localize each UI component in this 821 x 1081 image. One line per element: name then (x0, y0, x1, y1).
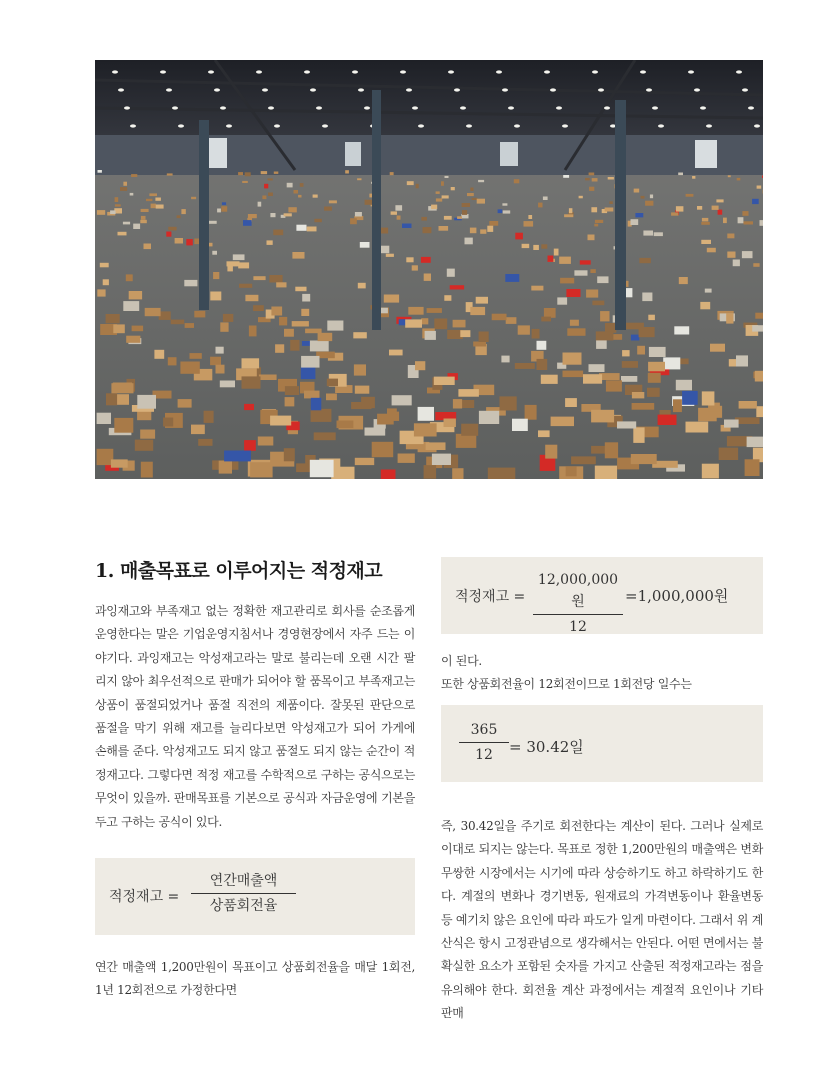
formula-numerator: 365 (470, 722, 498, 738)
section-title: 1. 매출목표로 이루어지는 적정재고 (95, 560, 383, 582)
outro-paragraph: 연간 매출액 1,200만원이 목표이고 상품회전율을 매달 1회전, 1년 12회전으로 가정한다면 (95, 960, 415, 998)
formula-box-stock (441, 557, 763, 634)
formula-numerator: 연간매출액 (209, 873, 278, 889)
formula-fraction (459, 719, 509, 766)
formula-fraction (191, 870, 296, 917)
fraction-bar (459, 742, 509, 743)
formula-label: 적정재고 = (109, 889, 180, 905)
text-line: 또한 상품회전율이 12회전이므로 1회전당 일수는 (441, 677, 692, 691)
formula-box-days (441, 705, 763, 782)
formula-fraction (533, 569, 623, 638)
formula-box-general (95, 858, 415, 935)
body-paragraph: 즉, 30.42일을 주기로 회전한다는 계산이 된다. 그러나 실제로 이대로 되지는 않는다. 목표로 정한 1,200만원의 매출액은 변화무쌍한 시장에서는 시기에 따라 상승하기도 하고 하락하기도 한다. 계절의 변화나 경기변동, 원재료의 가격변동이나 환율변동 등 예기치 않은 요인에 따라 파도가 일게 마련이다. 그래서 위 계산식은 항시 고정관념으로 생각해서는 안된다. 어떤 면에서는 불확실한 요소가 포함된 숫자를 가지고 산출된 적정재고라는 점을 유의해야 한다. 회전율 계산 과정에서는 계절적 요인이나 기타 판매 (441, 819, 763, 1021)
intro-paragraph: 과잉재고와 부족재고 없는 정확한 재고관리로 회사를 순조롭게 운영한다는 말은 기업운영지침서나 경영현장에서 자주 드는 이야기다. 과잉재고는 악성재고라는 말로 불리는데 오랜 시간 팔리지 않아 최우선적으로 판매가 되어야 할 품목이고 부족재고는 상품이 품절되었거나 품절 직전의 제품이다. 잘못된 판단으로 품절을 막기 위해 재고를 늘리다보면 악성재고가 되어 가게에 손해를 준다. 악성재고도 되지 않고 품절도 되지 않는 순간이 적정재고다. 그렇다면 적정 재고를 수학적으로 구하는 공식으로는 무엇이 있을까. 판매목표를 기본으로 공식과 자금운영에 기본을 두고 구하는 공식이 있다. (95, 604, 415, 829)
formula-result: =1,000,000원 (625, 587, 729, 605)
formula-denominator: 상품회전율 (209, 898, 278, 914)
text-line: 이 된다. (441, 654, 482, 668)
warehouse-photo (95, 60, 763, 479)
formula-label: 적정재고 = (455, 589, 526, 605)
fraction-bar (191, 893, 296, 894)
fraction-bar (533, 614, 623, 615)
formula-denominator: 12 (475, 747, 493, 763)
formula-numerator: 12,000,000원 (537, 572, 619, 610)
formula-denominator: 12 (569, 619, 587, 635)
formula-result: = 30.42일 (509, 738, 584, 756)
